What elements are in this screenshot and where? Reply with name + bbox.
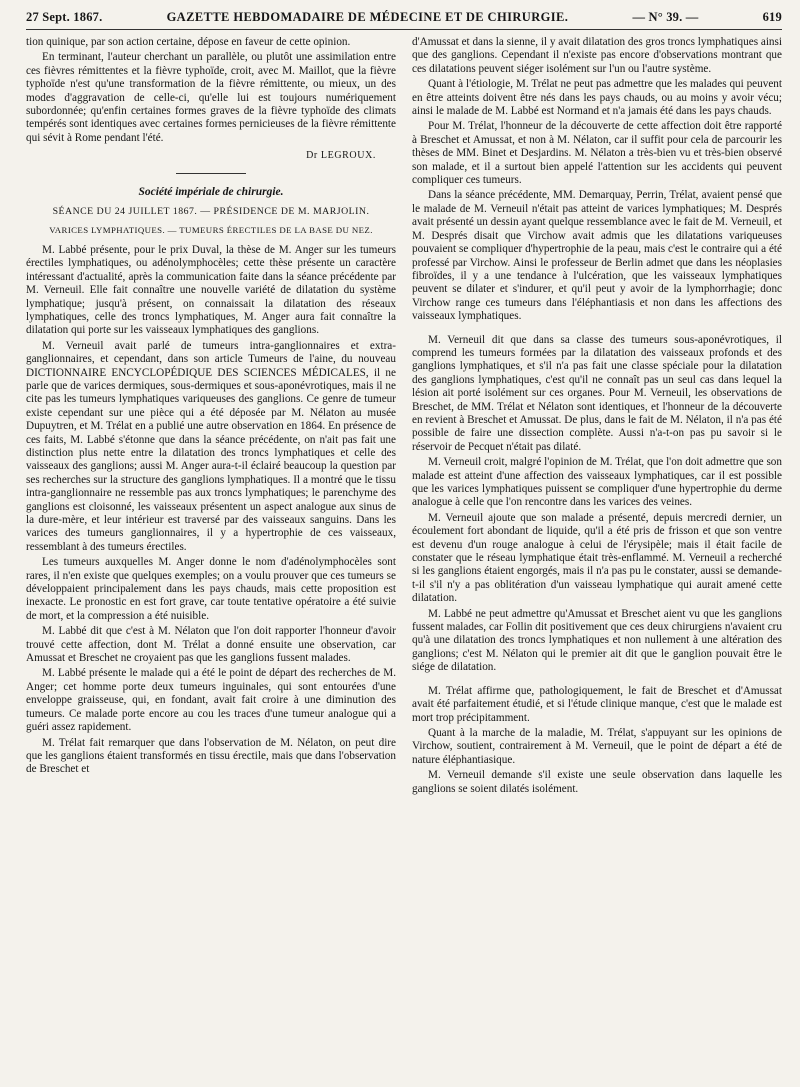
paragraph: M. Trélat affirme que, pathologiquement, le fait de Breschet et d'Amussat avait été parfaitement étudié, et si l'étude clinique manque, c'est que le malade est mort trop précipitamment. <box>412 684 782 724</box>
session-line: SÉANCE DU 24 JUILLET 1867. — PRÉSIDENCE DE M. MARJOLIN. <box>52 206 370 218</box>
paragraph: M. Labbé dit que c'est à M. Nélaton que l'on doit rapporter l'honneur d'avoir trouvé cette affection, dont M. Trélat a donné ensuite une observation, car Amussat et Breschet ne croyaient pas que les ganglions fussent malades. <box>26 625 396 665</box>
section-subtitle: VARICES LYMPHATIQUES. — TUMEURS ÉRECTILES DE LA BASE DU NEZ. <box>49 225 373 236</box>
paragraph: Pour M. Trélat, l'honneur de la découverte de cette affection doit être rapporté à Breschet et Amussat, et non à M. Nélaton, car il suffit pour cela de parcourir les thèses de MM. Binet et Desjardins. M. Nélaton a très-bien vu et très-bien observé son malade, et il a surtout bien appelé l'attention sur les accidents qui peuvent compliquer ces tumeurs. <box>412 120 782 187</box>
divider <box>176 173 246 174</box>
paragraph: Dans la séance précédente, MM. Demarquay, Perrin, Trélat, avaient pensé que le malade de M. Verneuil n'était pas atteint de varices lymphatiques; M. Després avait présenté un dessin ayant quelque ressemblance avec le fait de M. Verneuil, et M. Després disait que Virchow avait admis que les dilatations variqueuses pouvaient se compliquer d'hypertrophie de la peau, mais c'est le contraire qui a été professé par Virchow. Ainsi le professeur de Berlin admet que dans les néoplasies fibroïdes, il y a une tendance à l'ulcération, que les vaisseaux lymphatiques peuvent se dilater et s'indurer, et qu'il peut y avoir de la lymphorrhagie; donc Virchow range ces tumeurs dans l'éléphantiasis et non dans les affections des vaisseaux lymphatiques. <box>412 189 782 323</box>
paragraph: M. Labbé présente le malade qui a été le point de départ des recherches de M. Anger; cet homme porte deux tumeurs inguinales, qui sont entourées d'une enveloppe graisseuse, qui, en fondant, avait fait croire à une diminution des tumeurs. Ce malade porte encore au cou les traces d'une tumeur analogue qui a guéri assez rapidement. <box>26 667 396 734</box>
paragraph: M. Labbé présente, pour le prix Duval, la thèse de M. Anger sur les tumeurs érectiles lymphatiques, ou adénolymphocèles; cette thèse présente un caractère intéressant d'actualité, après la communication faite dans la séance précédente par M. Verneuil. Elle fait connaître une nouvelle variété de dilatation du système lymphatique; jusqu'à présent, on connaissait la dilatation des réseaux lymphatiques, celle des troncs lymphatiques, M. Anger aura fait connaître la dilatation qui porte sur les vaisseaux lymphatiques des ganglions. <box>26 243 396 337</box>
paragraph: M. Verneuil demande s'il existe une seule observation dans laquelle les ganglions se soient dilatés isolément. <box>412 769 782 795</box>
header-issue: — N° 39. — <box>632 10 699 24</box>
paragraph: En terminant, l'auteur cherchant un parallèle, ou plutôt une assimilation entre ces fièvres rémittentes et la fièvre typhoïde, croit, avec M. Maillot, que la fièvre typhoïde n'est qu'une transformation de la fièvre rémittente, ou mieux, un des modes d'aggravation de celle-ci, qu'elle lui est toujours numériquement subordonnée; qu'enfin certaines formes graves de la fièvre typhoïde des climats tempérés sont identiques avec certaines formes pernicieuses de la fièvre rémittente qui sévit à Rome pendant l'été. <box>26 51 396 144</box>
signature: Dr LEGROUX. <box>306 150 376 162</box>
paragraph: M. Verneuil ajoute que son malade a présenté, depuis mercredi dernier, un écoulement fort abondant de liquide, qu'il a été pris de frisson et que son ventre est devenu d'un rouge analogue à celui de l'érysipèle; mais il était facile de constater que le réseau lymphatique était très-enflammé. M. Verneuil a recherché si les ganglions étaient engorgés, mais il n'a pas pu le constater, aussi se demande-t-il s'il n'y a pas oblitération d'un vaisseau lymphatique qui aurait amené cette dilatation. <box>412 511 782 605</box>
paragraph: Les tumeurs auxquelles M. Anger donne le nom d'adénolymphocèles sont rares, il n'en existe que quelques exemples; on a voulu prouver que ces tumeurs se développaient principalement dans les pays chauds, mais cette proposition est inexacte. Le pronostic en est fort grave, car toute tentative opératoire a été suivie de mort, et la compression a été nuisible. <box>26 556 396 622</box>
left-column <box>26 36 396 798</box>
paragraph: d'Amussat et dans la sienne, il y avait dilatation des gros troncs lymphatiques ainsi que des ganglions. Cependant il n'existe pas encore d'observations montrant que ces dilatations peuvent siéger isolément sur l'un ou l'autre système. <box>412 36 782 75</box>
right-column <box>412 36 782 798</box>
paragraph: M. Verneuil avait parlé de tumeurs intra-ganglionnaires et extra-ganglionnaires, et cependant, dans son article Tumeurs de l'aine, du nouveau DICTIONNAIRE ENCYCLOPÉDIQUE DES SCIENCES MÉDICALES, il ne parle que de varices dermiques, sous-dermiques et sous-aponévrotiques, mais il ne cite pas les tumeurs lymphatiques variqueuses des ganglions. Ce genre de tumeur existe cependant sur une pièce qui a été déposée par M. Nélaton au musée Dupuytren, et M. Trélat en a publié une autre observation en 1864. En présence de ces faits, M. Labbé s'étonne que dans la séance précédente, on n'ait pas fait une distinction plus nette entre la dilatation des troncs lymphatiques et celle des vaisseaux des ganglions; aussi M. Anger aura-t-il éclairé beaucoup la question par ses recherches sur la structure des ganglions lymphatiques. Il a montré que le tissu intra-ganglionnaire ne ressemble pas aux troncs lymphatiques; le parenchyme des ganglions est cloisonné, les vaisseaux présentent un aspect analogue aux sinus de la dure-mère, et leur intérieur est traversé par des vaisseaux sanguins. Dans les varices des tumeurs ganglionnaires, il y a hypertrophie de ces vaisseaux, ressemblant à des tumeurs érectiles. <box>26 339 396 553</box>
paragraph: M. Trélat fait remarquer que dans l'observation de M. Nélaton, on peut dire que les ganglions étaient transformés en tissu érectile, mais que dans l'observation de Breschet et <box>26 736 396 776</box>
paragraph: M. Labbé ne peut admettre qu'Amussat et Breschet aient vu que les ganglions fussent malades, car Follin dit positivement que ces deux chirurgiens n'avaient cru qu'à une dilatation des troncs lymphatiques et non nullement à une altération des ganglions; c'est M. Nélaton qui le premier ait dit que le ganglion pouvait être le siége de dilatation. <box>412 607 782 674</box>
section-title: Société impériale de chirurgie. <box>138 185 284 198</box>
paragraph: M. Verneuil croit, malgré l'opinion de M. Trélat, que l'on doit admettre que son malade est atteint d'une affection des vaisseaux lymphatiques, car il est possible que les varices lymphatiques puissent se compliquer d'une hypertrophie du derme analogue à celle que l'on rencontre dans les varices des veines. <box>412 456 782 509</box>
header-title: GAZETTE HEBDOMADAIRE DE MÉDECINE ET DE CHIRURGIE. <box>166 10 569 24</box>
paragraph: Quant à l'étiologie, M. Trélat ne peut pas admettre que les malades qui peuvent en être atteints doivent être nés dans les pays chauds, ou au moins y avoir vécu; ainsi le malade de M. Labbé est Normand et n'a jamais été dans les pays chauds. <box>412 78 782 118</box>
columns <box>26 36 782 798</box>
paragraph: Quant à la marche de la maladie, M. Trélat, s'appuyant sur les opinions de Virchow, soutient, contrairement à M. Verneuil, que le point de départ a été de nature éléphantiasique. <box>412 726 782 766</box>
header-date: 27 Sept. 1867. <box>26 10 103 24</box>
paragraph: M. Verneuil dit que dans sa classe des tumeurs sous-aponévrotiques, il comprend les tumeurs formées par la dilatation des vaisseaux profonds et des ganglions lymphatiques, et s'il n'a pas fait une classe spéciale pour la dilatation des ganglions lymphatiques, c'est qu'il ne connaît pas un seul cas dans lequel la lésion ait porté isolément sur ces organes. Pour M. Verneuil, les observations de Breschet, de MM. Trélat et Nélaton sont identiques, et l'honneur de la découverte en revient à Breschet et Amussat. De plus, dans le fait de M. Nélaton, il n'a pas été possible de faire une dissection complète. Aussi n'a-t-on pas pu savoir si le réservoir de Pecquet n'était pas dilaté. <box>412 333 782 453</box>
spacer <box>412 677 782 685</box>
paragraph: tion quinique, par son action certaine, dépose en faveur de cette opinion. <box>26 36 351 48</box>
page-header <box>26 10 782 30</box>
header-page-number: 619 <box>762 10 782 24</box>
spacer <box>412 326 782 334</box>
